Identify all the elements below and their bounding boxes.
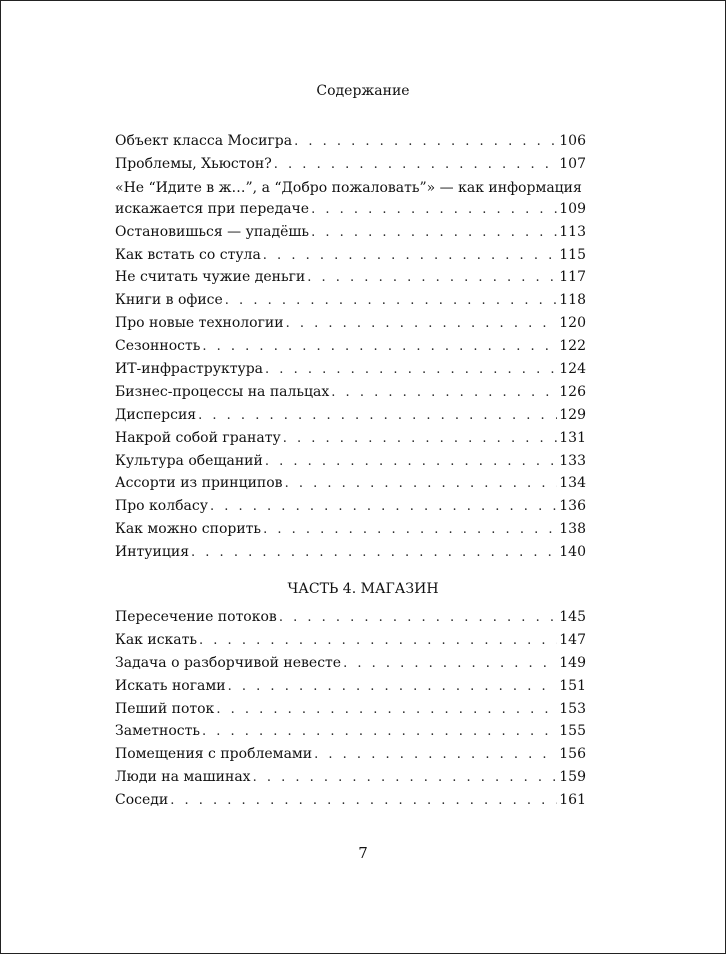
- dot-leader: [228, 676, 558, 699]
- toc-entry: [115, 698, 586, 721]
- toc-entry-line2: [115, 198, 586, 221]
- toc-entry-page: 109: [559, 200, 586, 217]
- toc-entry-title: Ассорти из принципов: [115, 475, 283, 492]
- toc-entry-page: 133: [559, 452, 586, 469]
- toc-entry-page: 115: [559, 246, 586, 263]
- toc-entry-page: 145: [559, 609, 586, 625]
- toc-entry-page: 161: [559, 792, 586, 809]
- toc-entry-page: 107: [559, 155, 586, 172]
- toc-section-1: [115, 130, 586, 564]
- toc-entry: [115, 289, 586, 312]
- toc-entry: [115, 743, 586, 766]
- dot-leader: [285, 473, 558, 496]
- toc-entry-page: 138: [559, 521, 586, 538]
- toc-entry-title: Как искать: [115, 631, 198, 648]
- toc-entry: [115, 629, 586, 652]
- toc-section-2: [115, 606, 586, 812]
- dot-leader: [265, 359, 557, 382]
- dot-leader: [343, 653, 557, 676]
- toc-entry: [115, 381, 586, 404]
- dot-leader: [253, 767, 558, 790]
- toc-entry-title: Про колбасу: [115, 498, 208, 515]
- toc-entry-page: 122: [559, 338, 586, 355]
- dot-leader: [198, 405, 557, 428]
- toc-entry: [115, 178, 586, 221]
- toc-entry: [115, 606, 586, 629]
- toc-entry: [115, 244, 586, 267]
- dot-leader: [311, 199, 557, 222]
- toc-entry: [115, 495, 586, 518]
- toc-entry-page: 136: [559, 498, 586, 515]
- toc-entry-page: 129: [559, 406, 586, 423]
- toc-entry: [115, 766, 586, 789]
- dot-leader: [202, 721, 557, 744]
- toc-entry: [115, 404, 586, 427]
- dot-leader: [265, 451, 557, 474]
- toc-entry-title: Книги в офисе: [115, 292, 223, 309]
- dot-leader: [263, 245, 557, 268]
- toc-entry-title: Помещения с проблемами: [115, 746, 313, 763]
- toc-entry-title: Бизнес-процессы на пальцах: [115, 383, 330, 400]
- toc-entry-page: 156: [559, 746, 586, 763]
- toc-entry-title: Объект класса Мосигра: [115, 133, 293, 149]
- toc-entry: [115, 720, 586, 743]
- toc-entry-title: Искать ногами: [115, 677, 226, 694]
- toc-entry-title: Пеший поток: [115, 700, 215, 717]
- toc-entry-title: Остановишься — упадёшь: [115, 223, 310, 240]
- toc-entry-page: 153: [559, 700, 586, 717]
- toc-entry-title: Дисперсия: [115, 406, 197, 423]
- toc-entry: [115, 358, 586, 381]
- toc-entry: [115, 789, 586, 812]
- toc-entry: [115, 450, 586, 473]
- dot-leader: [286, 313, 558, 336]
- toc-entry-title: Как можно спорить: [115, 521, 262, 538]
- toc-entry: [115, 675, 586, 698]
- toc-entry-page: 124: [559, 361, 586, 378]
- toc-entry-page: 117: [559, 269, 586, 286]
- toc-entry-page: 118: [559, 292, 586, 309]
- dot-leader: [274, 154, 557, 177]
- toc-entry-title: Культура обещаний: [115, 452, 263, 469]
- toc-entry-page: 120: [559, 315, 586, 332]
- toc-entry: [115, 335, 586, 358]
- toc-entry-page: 113: [559, 223, 586, 240]
- toc-entry-page: 151: [559, 677, 586, 694]
- contents-heading: Содержание: [316, 83, 410, 99]
- toc-entry-title: Не считать чужие деньги: [115, 269, 306, 286]
- dot-leader: [331, 382, 557, 405]
- toc-entry-title: Соседи: [115, 792, 169, 809]
- toc-entry-title: Проблемы, Хьюстон?: [115, 155, 272, 172]
- toc-entry: [115, 472, 586, 495]
- toc-entry-page: 149: [559, 654, 586, 671]
- toc-entry-title: Про новые технологии: [115, 315, 284, 332]
- toc-entry: [115, 266, 586, 289]
- toc-entry-page: 106: [559, 133, 586, 149]
- toc-entry-page: 159: [559, 769, 586, 786]
- toc-entry: [115, 541, 586, 564]
- toc-entry: [115, 221, 586, 244]
- toc-entry-title: Задача о разборчивой невесте: [115, 654, 342, 671]
- dot-leader: [283, 428, 558, 451]
- toc-entry-title: Заметность: [115, 723, 200, 740]
- toc-entry-page: 131: [559, 429, 586, 446]
- toc-entry-title: Люди на машинах: [115, 769, 251, 786]
- dot-leader: [307, 267, 557, 290]
- toc-entry-title: Интуиция: [115, 544, 190, 561]
- toc-entry-page: 126: [559, 383, 586, 400]
- dot-leader: [216, 699, 557, 722]
- toc-entry-title: Пересечение потоков: [115, 609, 277, 625]
- toc-entry: [115, 652, 586, 675]
- toc-entry: [115, 153, 586, 176]
- dot-leader: [279, 607, 557, 630]
- dot-leader: [210, 496, 557, 519]
- toc-entry-title: Накрой собой гранату: [115, 429, 281, 446]
- dot-leader: [311, 222, 557, 245]
- toc-entry-page: 147: [559, 631, 586, 648]
- dot-leader: [294, 131, 557, 154]
- toc-entry: [115, 518, 586, 541]
- toc-entry: [115, 427, 586, 450]
- toc-entry-title-line1: «Не “Идите в ж…”, а “Добро пожаловать”» — как информация: [115, 179, 582, 196]
- dot-leader: [263, 519, 557, 542]
- dot-leader: [199, 630, 557, 653]
- dot-leader: [225, 290, 557, 313]
- page-number: 7: [358, 844, 368, 862]
- dot-leader: [191, 542, 557, 565]
- toc-entry-title-line2: искажается при передаче: [115, 200, 310, 217]
- dot-leader: [314, 744, 557, 767]
- toc-entry-title: Как встать со стула: [115, 246, 261, 263]
- toc-entry-title: Сезонность: [115, 338, 201, 355]
- toc-entry-page: 140: [559, 544, 586, 561]
- dot-leader: [170, 790, 557, 813]
- toc-entry-page: 155: [559, 723, 586, 740]
- toc-entry-page: 134: [559, 475, 586, 492]
- part-heading: ЧАСТЬ 4. МАГАЗИН: [287, 581, 439, 597]
- dot-leader: [202, 336, 557, 359]
- toc-entry: [115, 130, 586, 153]
- toc-entry: [115, 312, 586, 335]
- toc-entry-title: ИТ-инфраструктура: [115, 361, 264, 378]
